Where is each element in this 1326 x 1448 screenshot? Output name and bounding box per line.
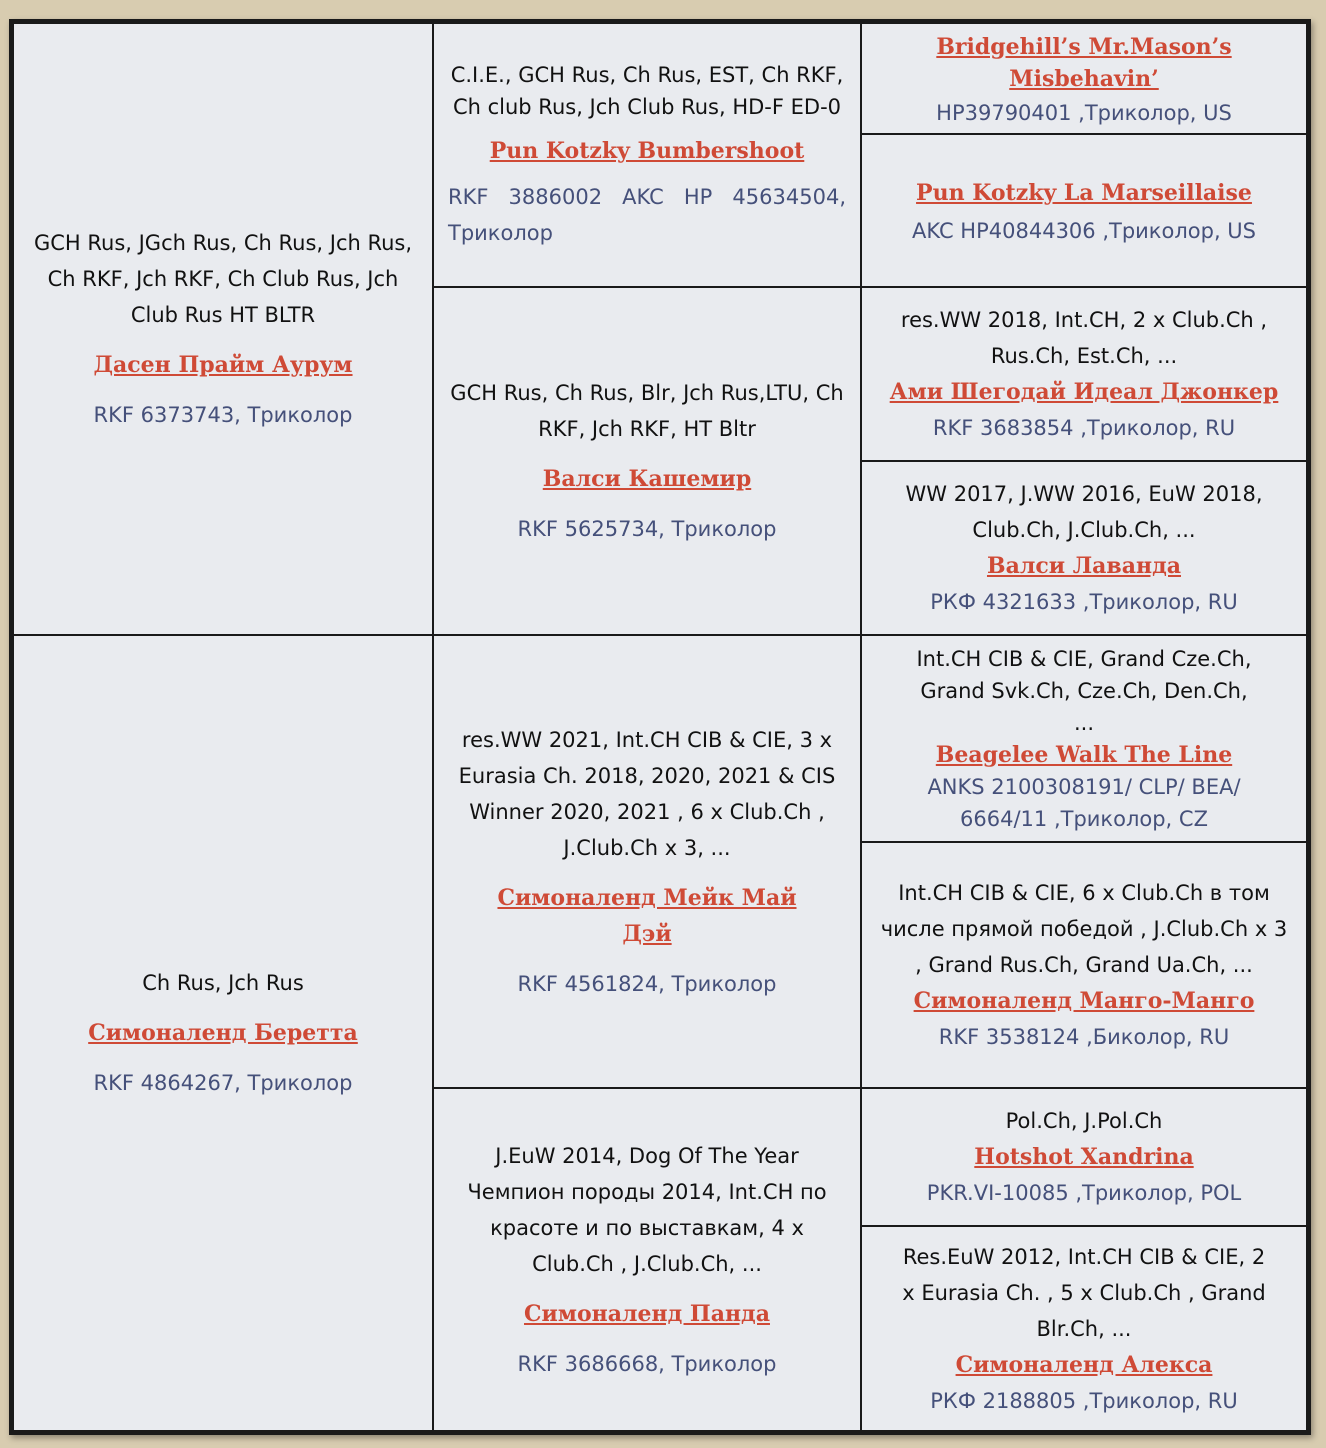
dss-name-link[interactable]: Beagelee Walk The Line	[935, 741, 1233, 768]
sds-titles: res.WW 2018, Int.CH, 2 x Club.Ch , Rus.Ch, Est.Ch, ...	[900, 308, 1268, 368]
dds-cell	[861, 1088, 1307, 1226]
dsd-titles: Int.CH CIB & CIE, 6 x Club.Ch в том числе прямой победой , J.Club.Ch x 3 , Grand Rus.Ch, Grand Ua.Ch, ...	[880, 881, 1288, 977]
dam-sire-name-link[interactable]: Симоналенд Мейк Май Дэй	[497, 884, 797, 947]
sss-name-link[interactable]: Bridgehill’s Mr.Mason’s Misbehavin’	[936, 33, 1232, 92]
ssd-name-link[interactable]: Pun Kotzky La Marseillaise	[916, 179, 1252, 206]
sss-registration: HP39790401 ,Триколор, US	[936, 100, 1232, 125]
sire-sire-name-link[interactable]: Pun Kotzky Bumbershoot	[489, 138, 805, 164]
sdd-titles: WW 2017, J.WW 2016, EuW 2018, Club.Ch, J.Club.Ch, ...	[905, 482, 1263, 542]
ddd-registration: РКФ 2188805 ,Триколор, RU	[930, 1388, 1238, 1413]
dss-cell	[861, 635, 1307, 842]
ddd-titles: Res.EuW 2012, Int.CH CIB & CIE, 2 x Eurasia Ch. , 5 x Club.Ch , Grand Blr.Ch, ...	[902, 1244, 1266, 1341]
dam-dam-cell	[433, 1088, 861, 1431]
dam-name-link[interactable]: Симоналенд Беретта	[88, 1020, 358, 1046]
sire-sire-cell	[433, 23, 861, 287]
sire-dam-cell	[433, 287, 861, 635]
dam-dam-titles: J.EuW 2014, Dog Of The Year Чемпион породы 2014, Int.CH по красоте и по выставкам, 4 x Club.Ch , J.Club.Ch, ...	[467, 1143, 827, 1276]
sdd-registration: РКФ 4321633 ,Триколор, RU	[930, 590, 1238, 614]
dds-registration: PKR.VI-10085 ,Триколор, POL	[926, 1181, 1242, 1205]
sds-cell	[861, 287, 1307, 461]
pedigree-frame	[9, 19, 1311, 1435]
dds-titles: Pol.Ch, J.Pol.Ch	[1005, 1109, 1163, 1133]
dam-dam-name-link[interactable]: Симоналенд Панда	[524, 1300, 770, 1327]
dam-dam-registration: RKF 3686668, Триколор	[517, 1351, 777, 1376]
dam-sire-titles: res.WW 2021, Int.CH CIB & CIE, 3 x Eurasia Ch. 2018, 2020, 2021 & CIS Winner 2020, 2021 , 6 x Club.Ch , J.Club.Ch x 3, ...	[458, 727, 836, 860]
pedigree-table	[12, 22, 1308, 1432]
sss-cell	[861, 23, 1307, 134]
dam-sire-cell	[433, 635, 861, 1088]
sire-dam-name-link[interactable]: Валси Кашемир	[542, 466, 752, 492]
sire-dam-registration: RKF 5625734, Триколор	[517, 517, 777, 541]
dsd-name-link[interactable]: Симоналенд Манго-Манго	[913, 988, 1255, 1014]
ddd-cell	[861, 1226, 1307, 1431]
sire-dam-titles: GCH Rus, Ch Rus, Blr, Jch Rus,LTU, Ch RKF, Jch RKF, HT Bltr	[450, 381, 844, 441]
dds-name-link[interactable]: Hotshot Xandrina	[974, 1144, 1194, 1170]
sire-sire-titles: C.I.E., GCH Rus, Ch Rus, EST, Ch RKF, Ch club Rus, Jch Club Rus, HD-F ED-0	[450, 63, 844, 119]
ssd-registration: AKC HP40844306 ,Триколор, US	[911, 218, 1256, 243]
dam-sire-registration: RKF 4561824, Триколор	[517, 971, 777, 996]
sire-name-link[interactable]: Дасен Прайм Аурум	[93, 352, 353, 378]
ssd-cell	[861, 134, 1307, 287]
sdd-cell	[861, 461, 1307, 635]
sire-registration: RKF 6373743, Триколор	[93, 403, 353, 427]
sds-registration: RKF 3683854 ,Триколор, RU	[932, 416, 1236, 440]
sire-sire-registration: RKF 3886002 AKC HP 45634504, Триколор	[448, 185, 846, 245]
dam-registration: RKF 4864267, Триколор	[93, 1071, 353, 1095]
dsd-registration: RKF 3538124 ,Биколор, RU	[938, 1025, 1230, 1049]
sdd-name-link[interactable]: Валси Лаванда	[986, 553, 1181, 579]
dss-registration: ANKS 2100308191/ CLP/ BEA/ 6664/11 ,Триколор, CZ	[927, 774, 1241, 831]
dam-titles: Ch Rus, Jch Rus	[142, 971, 304, 995]
sire-titles: GCH Rus, JGch Rus, Ch Rus, Jch Rus, Ch RKF, Jch RKF, Ch Club Rus, Jch Club Rus HT BLTR	[33, 231, 413, 327]
sire-cell	[13, 23, 433, 635]
dam-cell	[13, 635, 433, 1431]
ddd-name-link[interactable]: Симоналенд Алекса	[955, 1351, 1213, 1378]
sds-name-link[interactable]: Ами Шегодай Идеал Джонкер	[889, 379, 1279, 405]
dss-titles: Int.CH CIB & CIE, Grand Cze.Ch, Grand Svk.Ch, Cze.Ch, Den.Ch, ...	[916, 646, 1252, 735]
dsd-cell	[861, 842, 1307, 1088]
